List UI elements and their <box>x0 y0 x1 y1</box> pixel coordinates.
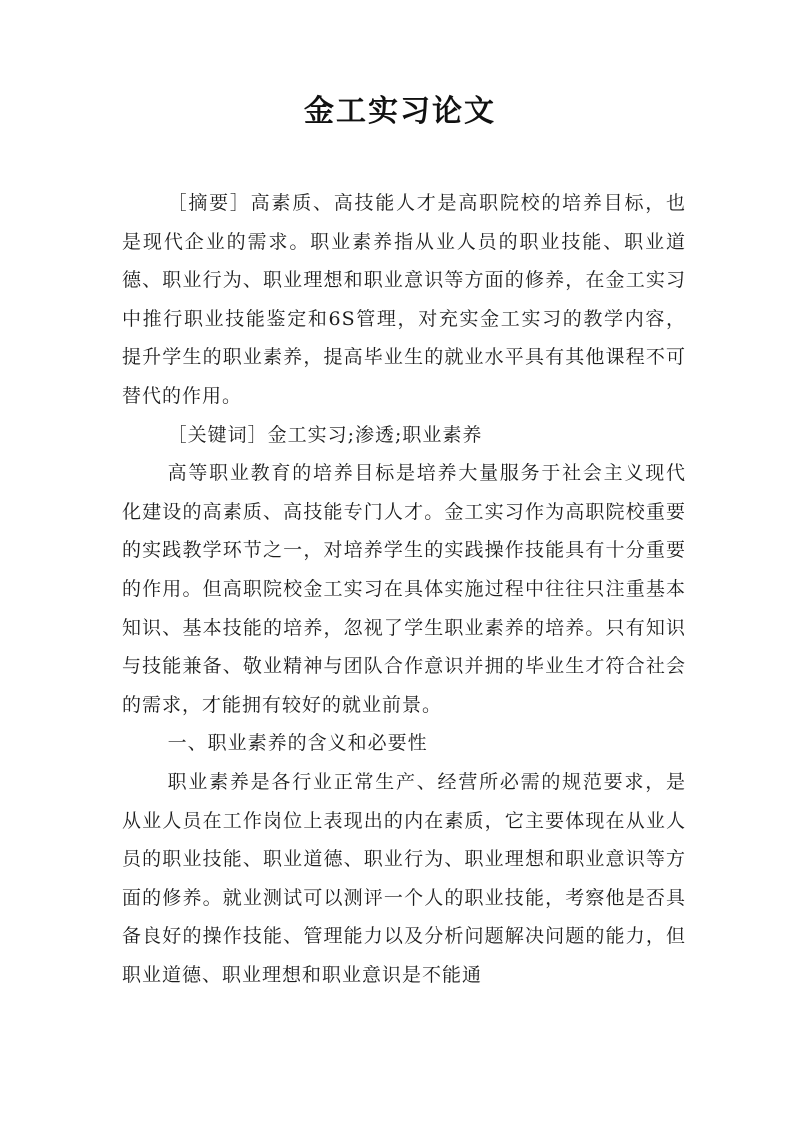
keywords-paragraph: ［关键词］金工实习;渗透;职业素养 <box>167 423 483 446</box>
document-title: 金工实习论文 <box>304 94 496 129</box>
section-heading: 一、职业素养的含义和必要性 <box>167 732 428 755</box>
section-paragraph: 职业素养是各行业正常生产、经营所必需的规范要求，是从业人员在工作岗位上表现出的内在素质，它主要体现在从业人员的职业技能、职业道德、职业行为、职业理想和职业意识等方面的修养。就业测试可以测评一个人的职业技能，考察他是否具备良好的操作技能、管理能力以及分析问题解决问题的能力，但职业道德、职业理想和职业意识是不能通 <box>122 770 686 986</box>
intro-paragraph: 高等职业教育的培养目标是培养大量服务于社会主义现代化建设的高素质、高技能专门人才。金工实习作为高职院校重要的实践教学环节之一，对培养学生的实践操作技能具有十分重要的作用。但高职院校金工实习在具体实施过程中往往只注重基本知识、基本技能的培养，忽视了学生职业素养的培养。只有知识与技能兼备、敬业精神与团队合作意识并拥的毕业生才符合社会的需求，才能拥有较好的就业前景。 <box>122 462 686 716</box>
abstract-paragraph: ［摘要］高素质、高技能人才是高职院校的培养目标，也是现代企业的需求。职业素养指从业人员的职业技能、职业道德、职业行为、职业理想和职业意识等方面的修养，在金工实习中推行职业技能鉴定和6S管理，对充实金工实习的教学内容，提升学生的职业素养，提高毕业生的就业水平具有其他课程不可替代的作用。 <box>122 192 686 407</box>
document-body <box>122 184 686 994</box>
